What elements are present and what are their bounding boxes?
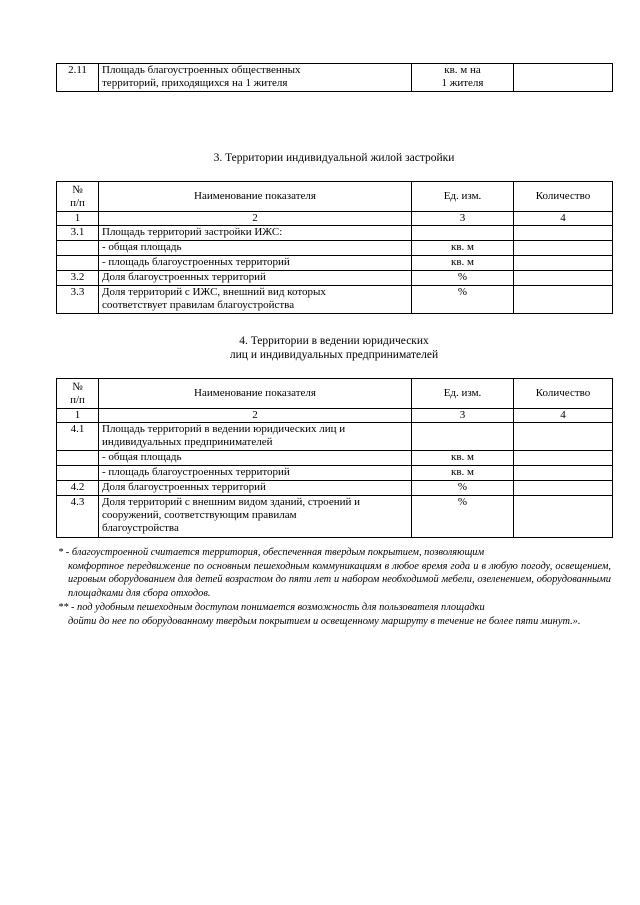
footnote: * - благоустроенной считается территория, обеспеченная твердым покрытием, позволяющим комфортное передвижение по основным пешеходным коммуникациям в любое время года и в любую погоду, освещением, игровым оборудованием для детей возрастом до пяти лет и набором необходимой мебели, озеленением, оборудованными площадками для сбора отходов.	[58, 547, 611, 599]
header-name: Наименование показателя	[99, 182, 412, 212]
top-table	[56, 63, 613, 92]
header-num: № п/п	[57, 182, 99, 212]
table-row: 3.1 Площадь территорий застройки ИЖС:	[57, 226, 613, 241]
header-qty: Количество	[514, 379, 613, 409]
table-header-row	[57, 379, 613, 409]
row-qty	[514, 64, 613, 92]
table-row	[57, 64, 613, 92]
header-unit: Ед. изм.	[412, 182, 514, 212]
column-number-row: 1 2 3 4	[57, 409, 613, 423]
table-row: - площадь благоустроенных территорий кв. м	[57, 256, 613, 271]
table-row: 4.3 Доля территорий с внешним видом зданий, строений и сооружений, соответствующим правилам благоустройства %	[57, 496, 613, 538]
row-num: 2.11	[57, 64, 99, 92]
column-number-row: 1 2 3 4	[57, 212, 613, 226]
table-row: 3.2 Доля благоустроенных территорий %	[57, 271, 613, 286]
table-row: 4.1 Площадь территорий в ведении юридических лиц и индивидуальных предпринимателей	[57, 423, 613, 451]
header-qty: Количество	[514, 182, 613, 212]
table-row: 3.3 Доля территорий с ИЖС, внешний вид которых соответствует правилам благоустройства %	[57, 286, 613, 314]
table-row: 4.2 Доля благоустроенных территорий %	[57, 481, 613, 496]
section3-table	[56, 181, 613, 314]
header-name: Наименование показателя	[99, 379, 412, 409]
section3-title: 3. Территории индивидуальной жилой застройки	[213, 152, 455, 164]
table-header-row	[57, 182, 613, 212]
footnotes	[58, 546, 611, 629]
table-row: - общая площадь кв. м	[57, 451, 613, 466]
row-unit: кв. м на 1 жителя	[412, 64, 514, 92]
header-unit: Ед. изм.	[412, 379, 514, 409]
table-row: - общая площадь кв. м	[57, 241, 613, 256]
table-row: - площадь благоустроенных территорий кв. м	[57, 466, 613, 481]
footnote: ** - под удобным пешеходным доступом понимается возможность для пользователя площадки дойти до нее по оборудованному твердым покрытием и освещенному маршруту в течение не более пяти минут.».	[58, 602, 581, 627]
section4-title: 4. Территории в ведении юридических лиц и индивидуальных предпринимателей	[229, 335, 439, 361]
section4-table	[56, 378, 613, 538]
row-name: Площадь благоустроенных общественных территорий, приходящихся на 1 жителя	[99, 64, 412, 92]
header-num: № п/п	[57, 379, 99, 409]
